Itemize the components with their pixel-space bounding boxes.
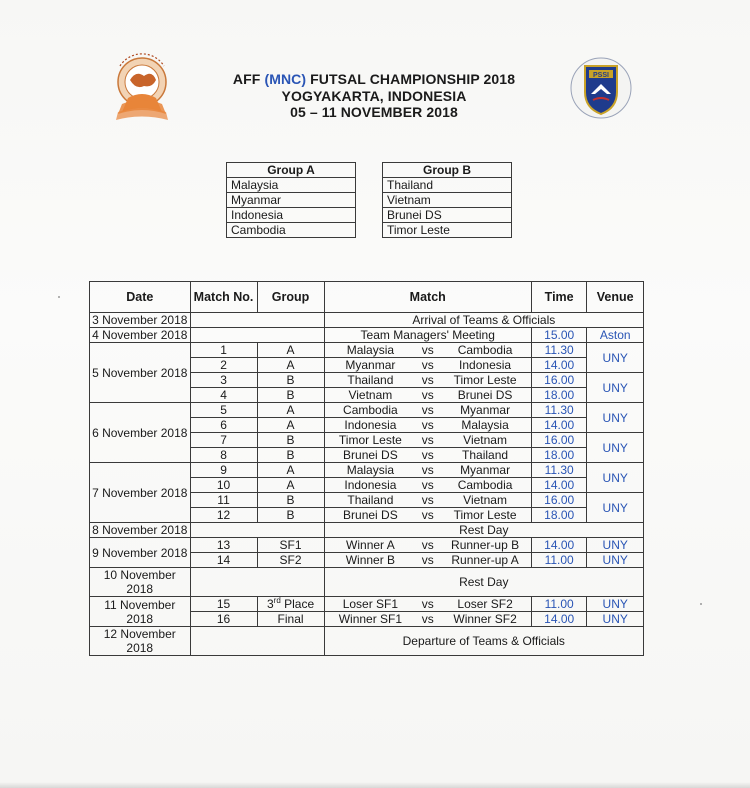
venue-cell: UNY bbox=[587, 612, 644, 627]
page-edge-shadow bbox=[0, 782, 750, 788]
venue-cell: UNY bbox=[587, 343, 644, 373]
vs-label: vs bbox=[416, 508, 439, 523]
group-cell: B bbox=[257, 433, 324, 448]
group-a-team: Indonesia bbox=[227, 208, 356, 223]
table-row bbox=[90, 403, 644, 418]
date-cell: 3 November 2018 bbox=[90, 313, 191, 328]
group-cell: A bbox=[257, 463, 324, 478]
away-team: Thailand bbox=[439, 448, 531, 463]
document-header bbox=[180, 71, 568, 121]
time-cell: 16.00 bbox=[531, 493, 587, 508]
empty-cell bbox=[190, 313, 324, 328]
home-team: Winner SF1 bbox=[324, 612, 416, 627]
home-team: Loser SF1 bbox=[324, 597, 416, 612]
svg-text:PSSI: PSSI bbox=[593, 72, 609, 79]
vs-label: vs bbox=[416, 538, 439, 553]
date-cell: 12 November 2018 bbox=[90, 627, 191, 656]
time-cell: 14.00 bbox=[531, 612, 587, 627]
match-no-cell: 7 bbox=[190, 433, 257, 448]
paper-speck bbox=[58, 296, 60, 298]
match-no-cell: 3 bbox=[190, 373, 257, 388]
match-no-cell: 15 bbox=[190, 597, 257, 612]
event-note: Departure of Teams & Officials bbox=[324, 627, 643, 656]
vs-label: vs bbox=[416, 493, 439, 508]
time-cell: 11.00 bbox=[531, 553, 587, 568]
group-b-title: Group B bbox=[383, 163, 512, 178]
group-cell: SF1 bbox=[257, 538, 324, 553]
away-team: Timor Leste bbox=[439, 373, 531, 388]
home-team: Indonesia bbox=[324, 418, 416, 433]
table-row bbox=[90, 343, 644, 358]
vs-label: vs bbox=[416, 597, 439, 612]
vs-label: vs bbox=[416, 388, 439, 403]
time-cell: 11.30 bbox=[531, 463, 587, 478]
venue-cell: UNY bbox=[587, 373, 644, 403]
venue-cell: UNY bbox=[587, 597, 644, 612]
schedule-table bbox=[89, 281, 644, 656]
vs-label: vs bbox=[416, 418, 439, 433]
group-a-team: Malaysia bbox=[227, 178, 356, 193]
group-a-table bbox=[226, 162, 356, 238]
date-cell: 9 November 2018 bbox=[90, 538, 191, 568]
schedule-header-row bbox=[90, 282, 644, 313]
event-dates: 05 – 11 NOVEMBER 2018 bbox=[290, 104, 458, 120]
time-cell: 11.30 bbox=[531, 403, 587, 418]
vs-label: vs bbox=[416, 403, 439, 418]
time-cell: 16.00 bbox=[531, 433, 587, 448]
time-cell: 14.00 bbox=[531, 478, 587, 493]
date-cell: 4 November 2018 bbox=[90, 328, 191, 343]
event-note: Arrival of Teams & Officials bbox=[324, 313, 643, 328]
vs-label: vs bbox=[416, 433, 439, 448]
header-match-no: Match No. bbox=[190, 282, 257, 313]
time-cell: 14.00 bbox=[531, 538, 587, 553]
group-b-team: Thailand bbox=[383, 178, 512, 193]
venue-cell: UNY bbox=[587, 433, 644, 463]
match-no-cell: 13 bbox=[190, 538, 257, 553]
vs-label: vs bbox=[416, 612, 439, 627]
group-b-table bbox=[382, 162, 512, 238]
vs-label: vs bbox=[416, 343, 439, 358]
time-cell: 16.00 bbox=[531, 373, 587, 388]
header-date: Date bbox=[90, 282, 191, 313]
group-b-team: Vietnam bbox=[383, 193, 512, 208]
away-team: Malaysia bbox=[439, 418, 531, 433]
home-team: Thailand bbox=[324, 493, 416, 508]
date-cell: 6 November 2018 bbox=[90, 403, 191, 463]
event-note: Team Managers' Meeting bbox=[324, 328, 531, 343]
table-row bbox=[90, 538, 644, 553]
away-team: Winner SF2 bbox=[439, 612, 531, 627]
time-cell: 18.00 bbox=[531, 508, 587, 523]
header-group: Group bbox=[257, 282, 324, 313]
venue-cell: UNY bbox=[587, 403, 644, 433]
home-team: Brunei DS bbox=[324, 448, 416, 463]
match-no-cell: 10 bbox=[190, 478, 257, 493]
pssi-logo-icon bbox=[567, 52, 635, 126]
match-no-cell: 6 bbox=[190, 418, 257, 433]
time-cell: 14.00 bbox=[531, 418, 587, 433]
championship-title: AFF (MNC) FUTSAL CHAMPIONSHIP 2018 bbox=[232, 71, 516, 87]
table-row bbox=[90, 568, 644, 597]
paper-speck bbox=[700, 603, 702, 605]
away-team: Vietnam bbox=[439, 493, 531, 508]
away-team: Indonesia bbox=[439, 358, 531, 373]
home-team: Thailand bbox=[324, 373, 416, 388]
match-no-cell: 11 bbox=[190, 493, 257, 508]
empty-cell bbox=[190, 627, 324, 656]
home-team: Malaysia bbox=[324, 343, 416, 358]
away-team: Myanmar bbox=[439, 463, 531, 478]
time-cell: 18.00 bbox=[531, 448, 587, 463]
match-no-cell: 8 bbox=[190, 448, 257, 463]
table-row bbox=[90, 463, 644, 478]
table-row bbox=[90, 328, 644, 343]
vs-label: vs bbox=[416, 553, 439, 568]
aff-logo-icon bbox=[106, 52, 178, 130]
match-no-cell: 12 bbox=[190, 508, 257, 523]
header-match: Match bbox=[324, 282, 531, 313]
away-team: Runner-up B bbox=[439, 538, 531, 553]
home-team: Cambodia bbox=[324, 403, 416, 418]
empty-cell bbox=[190, 328, 324, 343]
time-cell: 11.30 bbox=[531, 343, 587, 358]
time-cell: 15.00 bbox=[531, 328, 587, 343]
group-a-title: Group A bbox=[227, 163, 356, 178]
date-cell: 7 November 2018 bbox=[90, 463, 191, 523]
group-b-team: Brunei DS bbox=[383, 208, 512, 223]
match-no-cell: 16 bbox=[190, 612, 257, 627]
table-row bbox=[90, 597, 644, 612]
header-venue: Venue bbox=[587, 282, 644, 313]
date-cell: 11 November 2018 bbox=[90, 597, 191, 627]
empty-cell bbox=[190, 568, 324, 597]
match-no-cell: 5 bbox=[190, 403, 257, 418]
away-team: Loser SF2 bbox=[439, 597, 531, 612]
away-team: Cambodia bbox=[439, 478, 531, 493]
group-cell: A bbox=[257, 358, 324, 373]
group-cell: A bbox=[257, 343, 324, 358]
away-team: Myanmar bbox=[439, 403, 531, 418]
away-team: Timor Leste bbox=[439, 508, 531, 523]
date-cell: 5 November 2018 bbox=[90, 343, 191, 403]
time-cell: 18.00 bbox=[531, 388, 587, 403]
venue-cell: UNY bbox=[587, 493, 644, 523]
table-row bbox=[90, 313, 644, 328]
date-cell: 8 November 2018 bbox=[90, 523, 191, 538]
home-team: Winner A bbox=[324, 538, 416, 553]
match-no-cell: 14 bbox=[190, 553, 257, 568]
match-no-cell: 4 bbox=[190, 388, 257, 403]
group-cell: A bbox=[257, 403, 324, 418]
header-time: Time bbox=[531, 282, 587, 313]
group-cell: B bbox=[257, 388, 324, 403]
group-cell: B bbox=[257, 508, 324, 523]
group-a-team: Cambodia bbox=[227, 223, 356, 238]
home-team: Indonesia bbox=[324, 478, 416, 493]
home-team: Timor Leste bbox=[324, 433, 416, 448]
home-team: Malaysia bbox=[324, 463, 416, 478]
group-cell: A bbox=[257, 418, 324, 433]
group-cell: SF2 bbox=[257, 553, 324, 568]
event-note: Rest Day bbox=[324, 568, 643, 597]
match-no-cell: 1 bbox=[190, 343, 257, 358]
host-location: YOGYAKARTA, INDONESIA bbox=[281, 87, 467, 104]
away-team: Vietnam bbox=[439, 433, 531, 448]
vs-label: vs bbox=[416, 448, 439, 463]
vs-label: vs bbox=[416, 478, 439, 493]
venue-cell: Aston bbox=[587, 328, 644, 343]
match-no-cell: 9 bbox=[190, 463, 257, 478]
home-team: Vietnam bbox=[324, 388, 416, 403]
group-b-team: Timor Leste bbox=[383, 223, 512, 238]
group-cell: 3rd Place bbox=[257, 597, 324, 612]
away-team: Cambodia bbox=[439, 343, 531, 358]
group-cell: B bbox=[257, 373, 324, 388]
empty-cell bbox=[190, 523, 324, 538]
date-cell: 10 November 2018 bbox=[90, 568, 191, 597]
home-team: Winner B bbox=[324, 553, 416, 568]
vs-label: vs bbox=[416, 358, 439, 373]
group-a-team: Myanmar bbox=[227, 193, 356, 208]
group-cell: A bbox=[257, 478, 324, 493]
group-cell: B bbox=[257, 493, 324, 508]
match-no-cell: 2 bbox=[190, 358, 257, 373]
group-cell: Final bbox=[257, 612, 324, 627]
venue-cell: UNY bbox=[587, 463, 644, 493]
away-team: Brunei DS bbox=[439, 388, 531, 403]
group-cell: B bbox=[257, 448, 324, 463]
venue-cell: UNY bbox=[587, 538, 644, 553]
time-cell: 14.00 bbox=[531, 358, 587, 373]
vs-label: vs bbox=[416, 373, 439, 388]
home-team: Brunei DS bbox=[324, 508, 416, 523]
home-team: Myanmar bbox=[324, 358, 416, 373]
time-cell: 11.00 bbox=[531, 597, 587, 612]
venue-cell: UNY bbox=[587, 553, 644, 568]
away-team: Runner-up A bbox=[439, 553, 531, 568]
vs-label: vs bbox=[416, 463, 439, 478]
table-row bbox=[90, 523, 644, 538]
table-row bbox=[90, 627, 644, 656]
event-note: Rest Day bbox=[324, 523, 643, 538]
